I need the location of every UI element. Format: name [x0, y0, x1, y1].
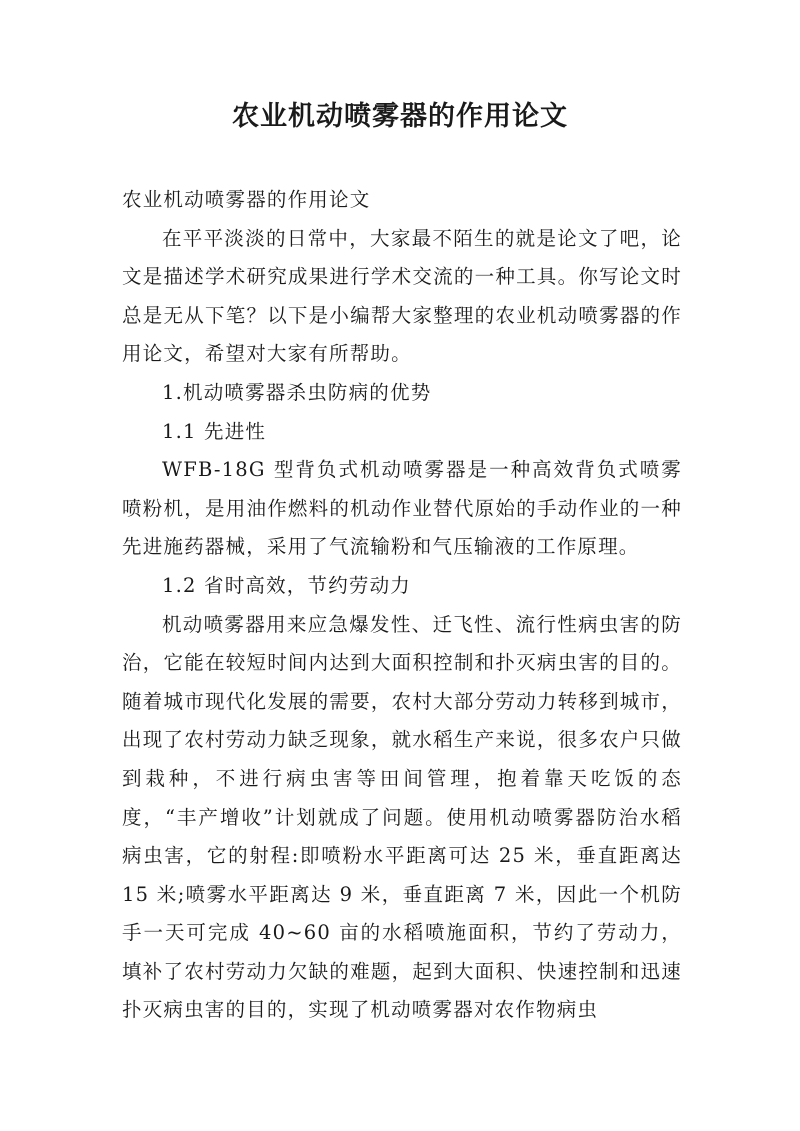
- document-body: [122, 181, 682, 1030]
- page-title: 农业机动喷雾器的作用论文: [232, 101, 568, 132]
- section-heading-1-1: 1.1 先进性: [162, 419, 267, 443]
- paragraph-advanced: WFB-18G 型背负式机动喷雾器是一种高效背负式喷雾喷粉机，是用油作燃料的机动作业替代原始的手动作业的一种先进施药器械，采用了气流输粉和气压输液的工作原理。: [122, 458, 682, 559]
- section-heading-1-2: 1.2 省时高效，节约劳动力: [162, 573, 412, 597]
- paragraph-intro: 在平平淡淡的日常中，大家最不陌生的就是论文了吧，论文是描述学术研究成果进行学术交流的一种工具。你写论文时总是无从下笔？以下是小编帮大家整理的农业机动喷雾器的作用论文，希望对大家有所帮助。: [122, 226, 682, 366]
- paragraph-efficiency: 机动喷雾器用来应急爆发性、迁飞性、流行性病虫害的防治，它能在较短时间内达到大面积控制和扑灭病虫害的目的。随着城市现代化发展的需要，农村大部分劳动力转移到城市，出现了农村劳动力缺乏现象，就水稻生产来说，很多农户只做到栽种，不进行病虫害等田间管理，抱着靠天吃饭的态度，“丰产增收”计划就成了问题。使用机动喷雾器防治水稻病虫害，它的射程:即喷粉水平距离可达 25 米，垂直距离达 15 米;喷雾水平距离达 9 米，垂直距离 7 米，因此一个机防手一天可完成 40~60 亩的水稻喷施面积，节约了劳动力，填补了农村劳动力欠缺的难题，起到大面积、快速控制和迅速扑灭病虫害的目的，实现了机动喷雾器对农作物病虫: [122, 612, 682, 1022]
- paragraph-subtitle: 农业机动喷雾器的作用论文: [122, 188, 371, 211]
- section-heading-1: 1.机动喷雾器杀虫防病的优势: [162, 380, 432, 404]
